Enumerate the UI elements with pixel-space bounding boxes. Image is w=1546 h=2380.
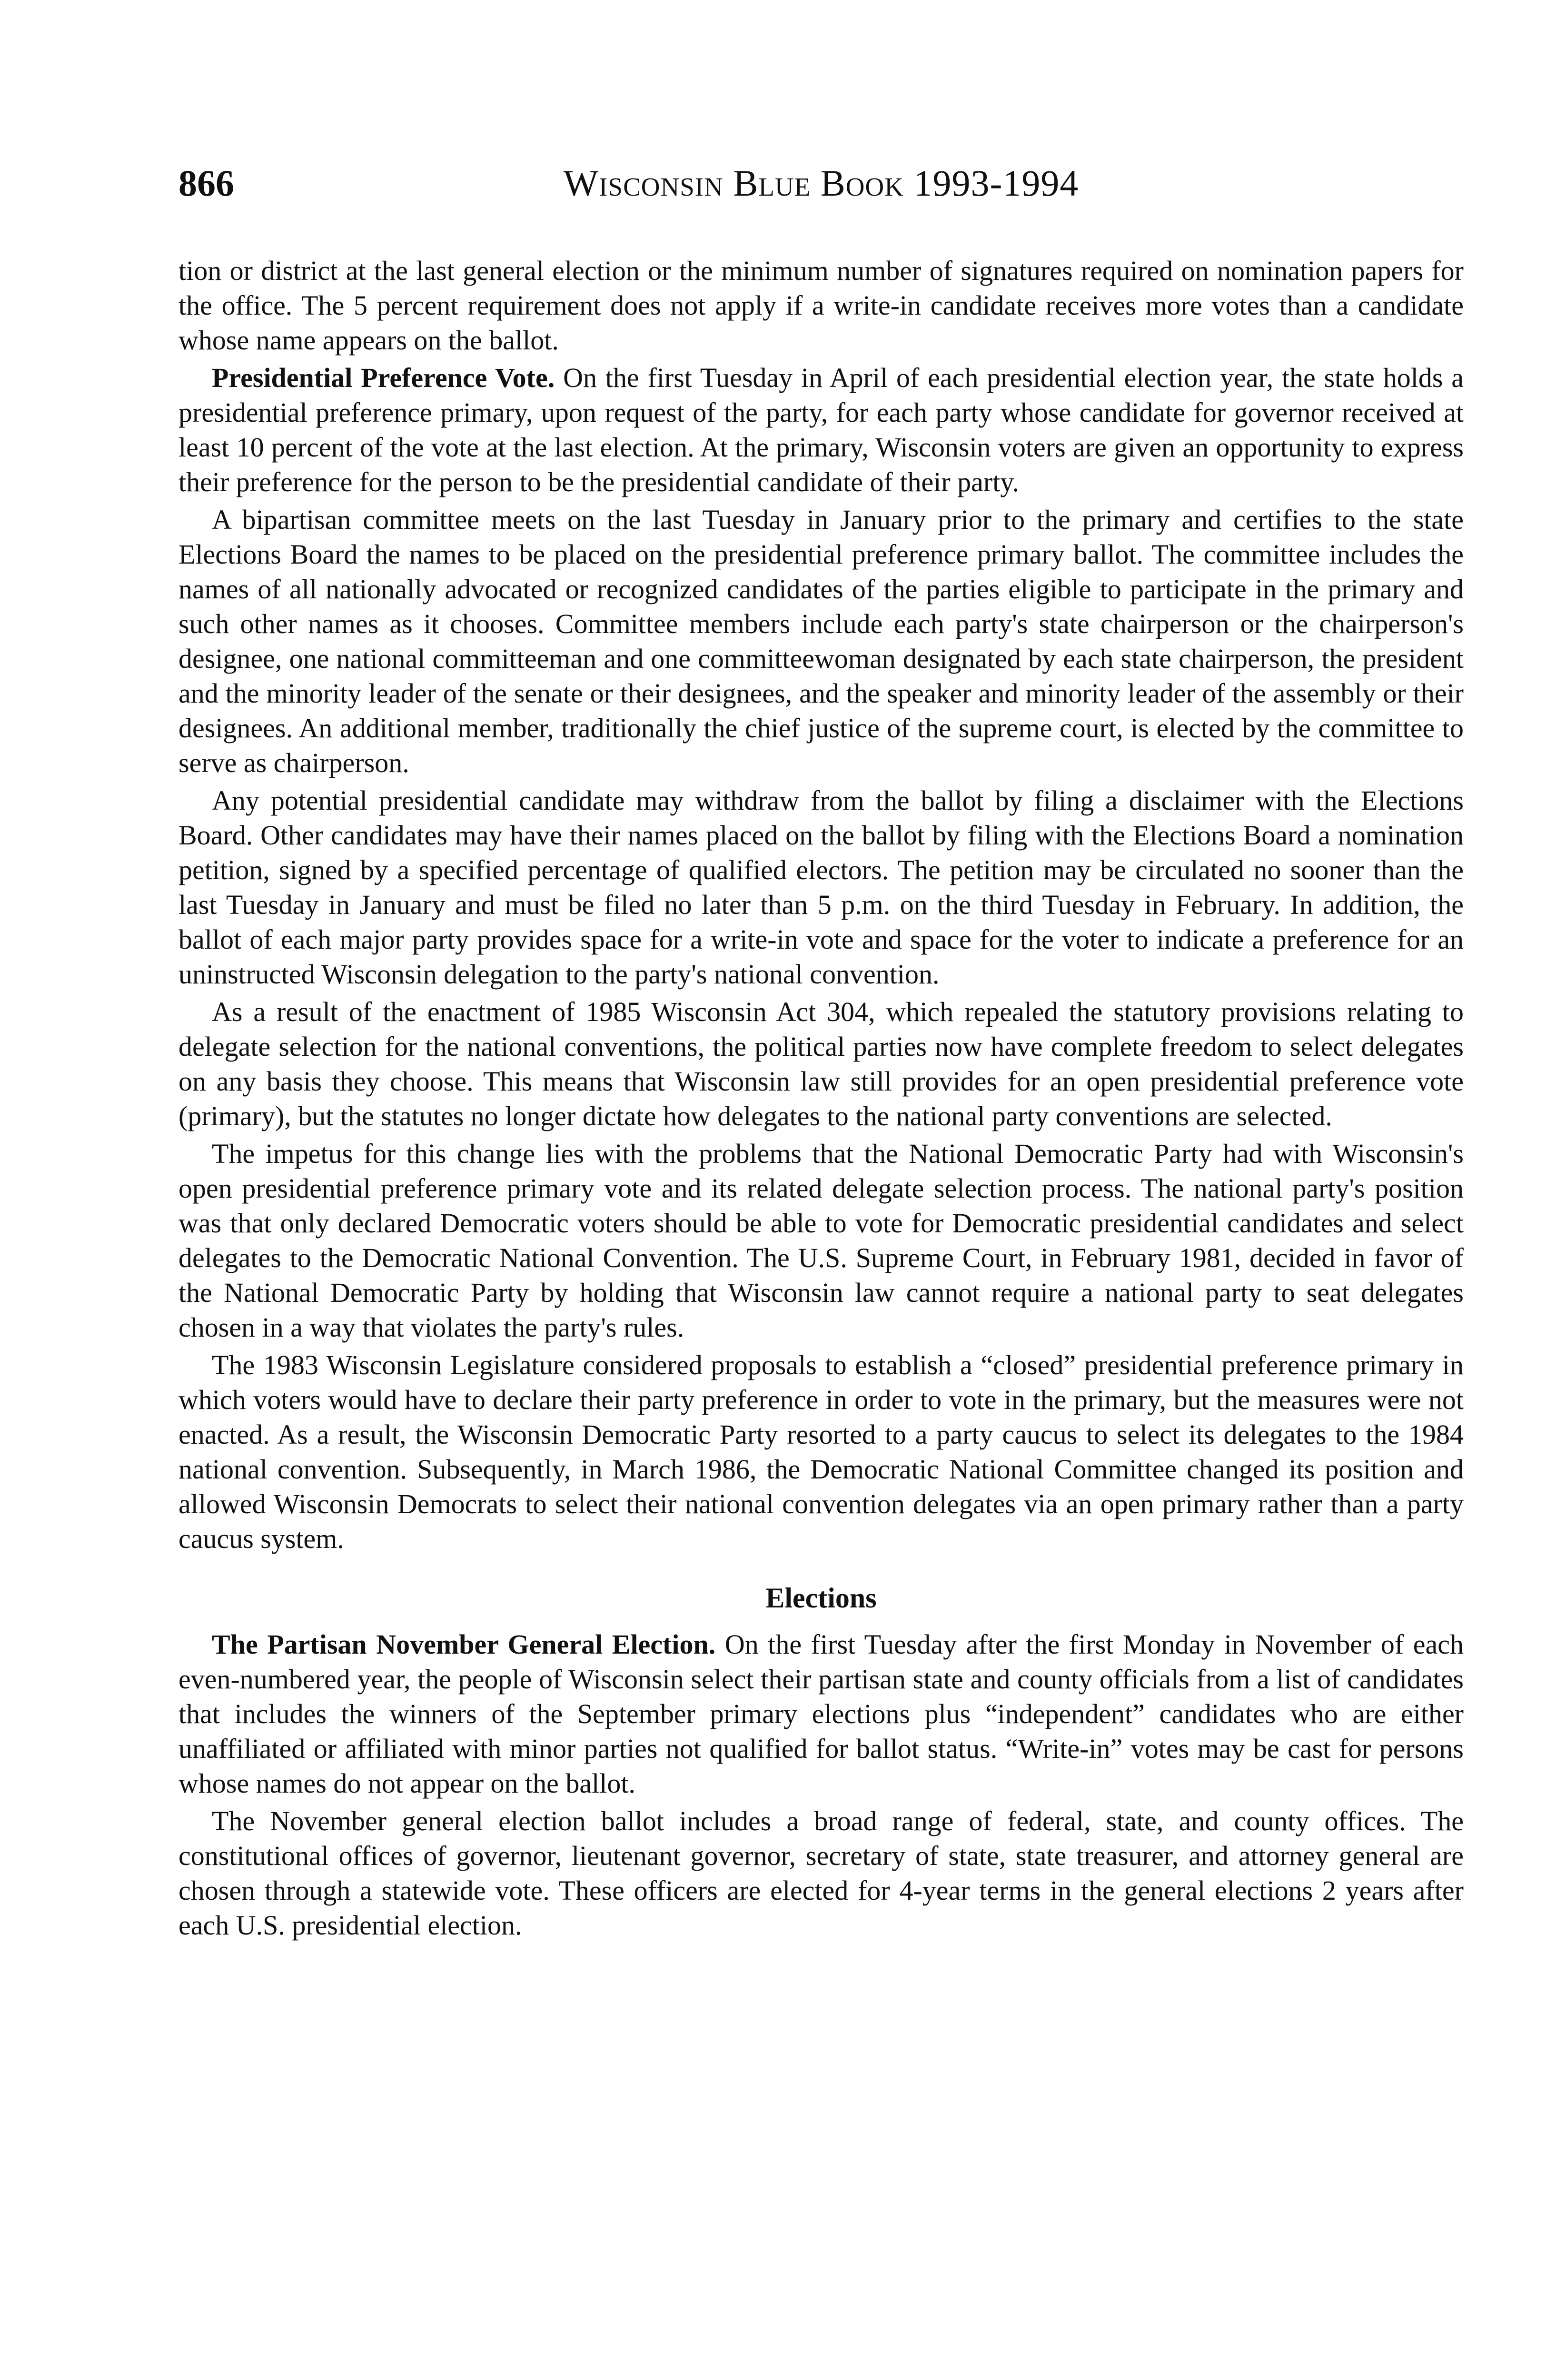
run-in-heading-presidential-preference-vote: Presidential Preference Vote. <box>212 362 555 393</box>
paragraph-1983-legislature: The 1983 Wisconsin Legislature considered proposals to establish a “closed” presidential preference primary in which voters would have to declare their party preference in order to vote in the primary, but the measures were not enacted. As a result, the Wisconsin Democratic Party resorted to a party caucus to select its delegates to the 1984 national convention. Subsequently, in March 1986, the Democratic National Committee changed its position and allowed Wisconsin Democrats to select their national convention delegates via an open primary rather than a party caucus system. <box>178 1349 1464 1554</box>
document-page <box>178 157 1464 1945</box>
paragraph-text: On the first Tuesday in April of each presidential election year, the state holds a presidential preference primary, upon request of the party, for each party whose candidate for governor received at least 10 percent of the vote at the last election. At the primary, Wisconsin voters are given an opportunity to express their preference for the person to be the presidential candidate of their party. <box>178 362 1464 497</box>
paragraph-text: On the first Tuesday after the first Monday in November of each even-numbered year, the people of Wisconsin select their partisan state and county officials from a list of candidates that includes the winners of the September primary elections plus “independent” candidates who are either unaffiliated or affiliated with minor parties not qualified for ballot status. “Write-in” votes may be cast for persons whose names do not appear on the ballot. <box>178 1629 1464 1799</box>
book-title: Wisconsin Blue Book 1993-1994 <box>563 162 1079 204</box>
paragraph-act-304: As a result of the enactment of 1985 Wisconsin Act 304, which repealed the statutory provisions relating to delegate selection for the national conventions, the political parties now have complete freedom to select delegates on any basis they choose. This means that Wisconsin law still provides for an open presidential preference vote (primary), but the statutes no longer dictate how delegates to the national party conventions are selected. <box>178 996 1464 1131</box>
page-number: 866 <box>178 162 234 204</box>
section-heading-elections: Elections <box>765 1582 877 1614</box>
body-text <box>178 253 1464 1943</box>
paragraph-candidate-withdrawal: Any potential presidential candidate may withdraw from the ballot by filing a disclaimer with the Elections Board. Other candidates may have their names placed on the ballot by filing with the Elections Board a nomination petition, signed by a specified percentage of qualified electors. The petition may be circulated no sooner than the last Tuesday in January and must be filed no later than 5 p.m. on the third Tuesday in February. In addition, the ballot of each major party provides space for a write-in vote and space for the voter to indicate a preference for an uninstructed Wisconsin delegation to the party's national convention. <box>178 785 1464 990</box>
paragraph-continuation: tion or district at the last general election or the minimum number of signatures required on nomination papers for the office. The 5 percent requirement does not apply if a write-in candidate receives more votes than a candidate whose name appears on the ballot. <box>178 255 1464 356</box>
run-in-heading-partisan-november-general-election: The Partisan November General Election. <box>212 1629 716 1660</box>
paragraph-partisan-november-general-election <box>178 1627 1464 1801</box>
running-header <box>178 157 1464 209</box>
paragraph-bipartisan-committee: A bipartisan committee meets on the last Tuesday in January prior to the primary and certifies to the state Elections Board the names to be placed on the presidential preference primary ballot. The committee includes the names of all nationally advocated or recognized candidates of the parties eligible to participate in the primary and such other names as it chooses. Committee members include each party's state chairperson or the chairperson's designee, one national committeeman and one committeewoman designated by each state chairperson, the president and the minority leader of the senate or their designees, and the speaker and minority leader of the assembly or their designees. An additional member, traditionally the chief justice of the supreme court, is elected by the committee to serve as chairperson. <box>178 504 1464 778</box>
paragraph-november-ballot: The November general election ballot includes a broad range of federal, state, and county offices. The constitutional offices of governor, lieutenant governor, secretary of state, state treasurer, and attorney general are chosen through a statewide vote. These officers are elected for 4-year terms in the general elections 2 years after each U.S. presidential election. <box>178 1805 1464 1941</box>
paragraph-presidential-preference-vote <box>178 360 1464 499</box>
paragraph-impetus-for-change: The impetus for this change lies with the problems that the National Democratic Party had with Wisconsin's open presidential preference primary vote and its related delegate selection process. The national party's position was that only declared Democratic voters should be able to vote for Democratic presidential candidates and select delegates to the Democratic National Convention. The U.S. Supreme Court, in February 1981, decided in favor of the National Democratic Party by holding that Wisconsin law cannot require a national party to seat delegates chosen in a way that violates the party's rules. <box>178 1138 1464 1343</box>
